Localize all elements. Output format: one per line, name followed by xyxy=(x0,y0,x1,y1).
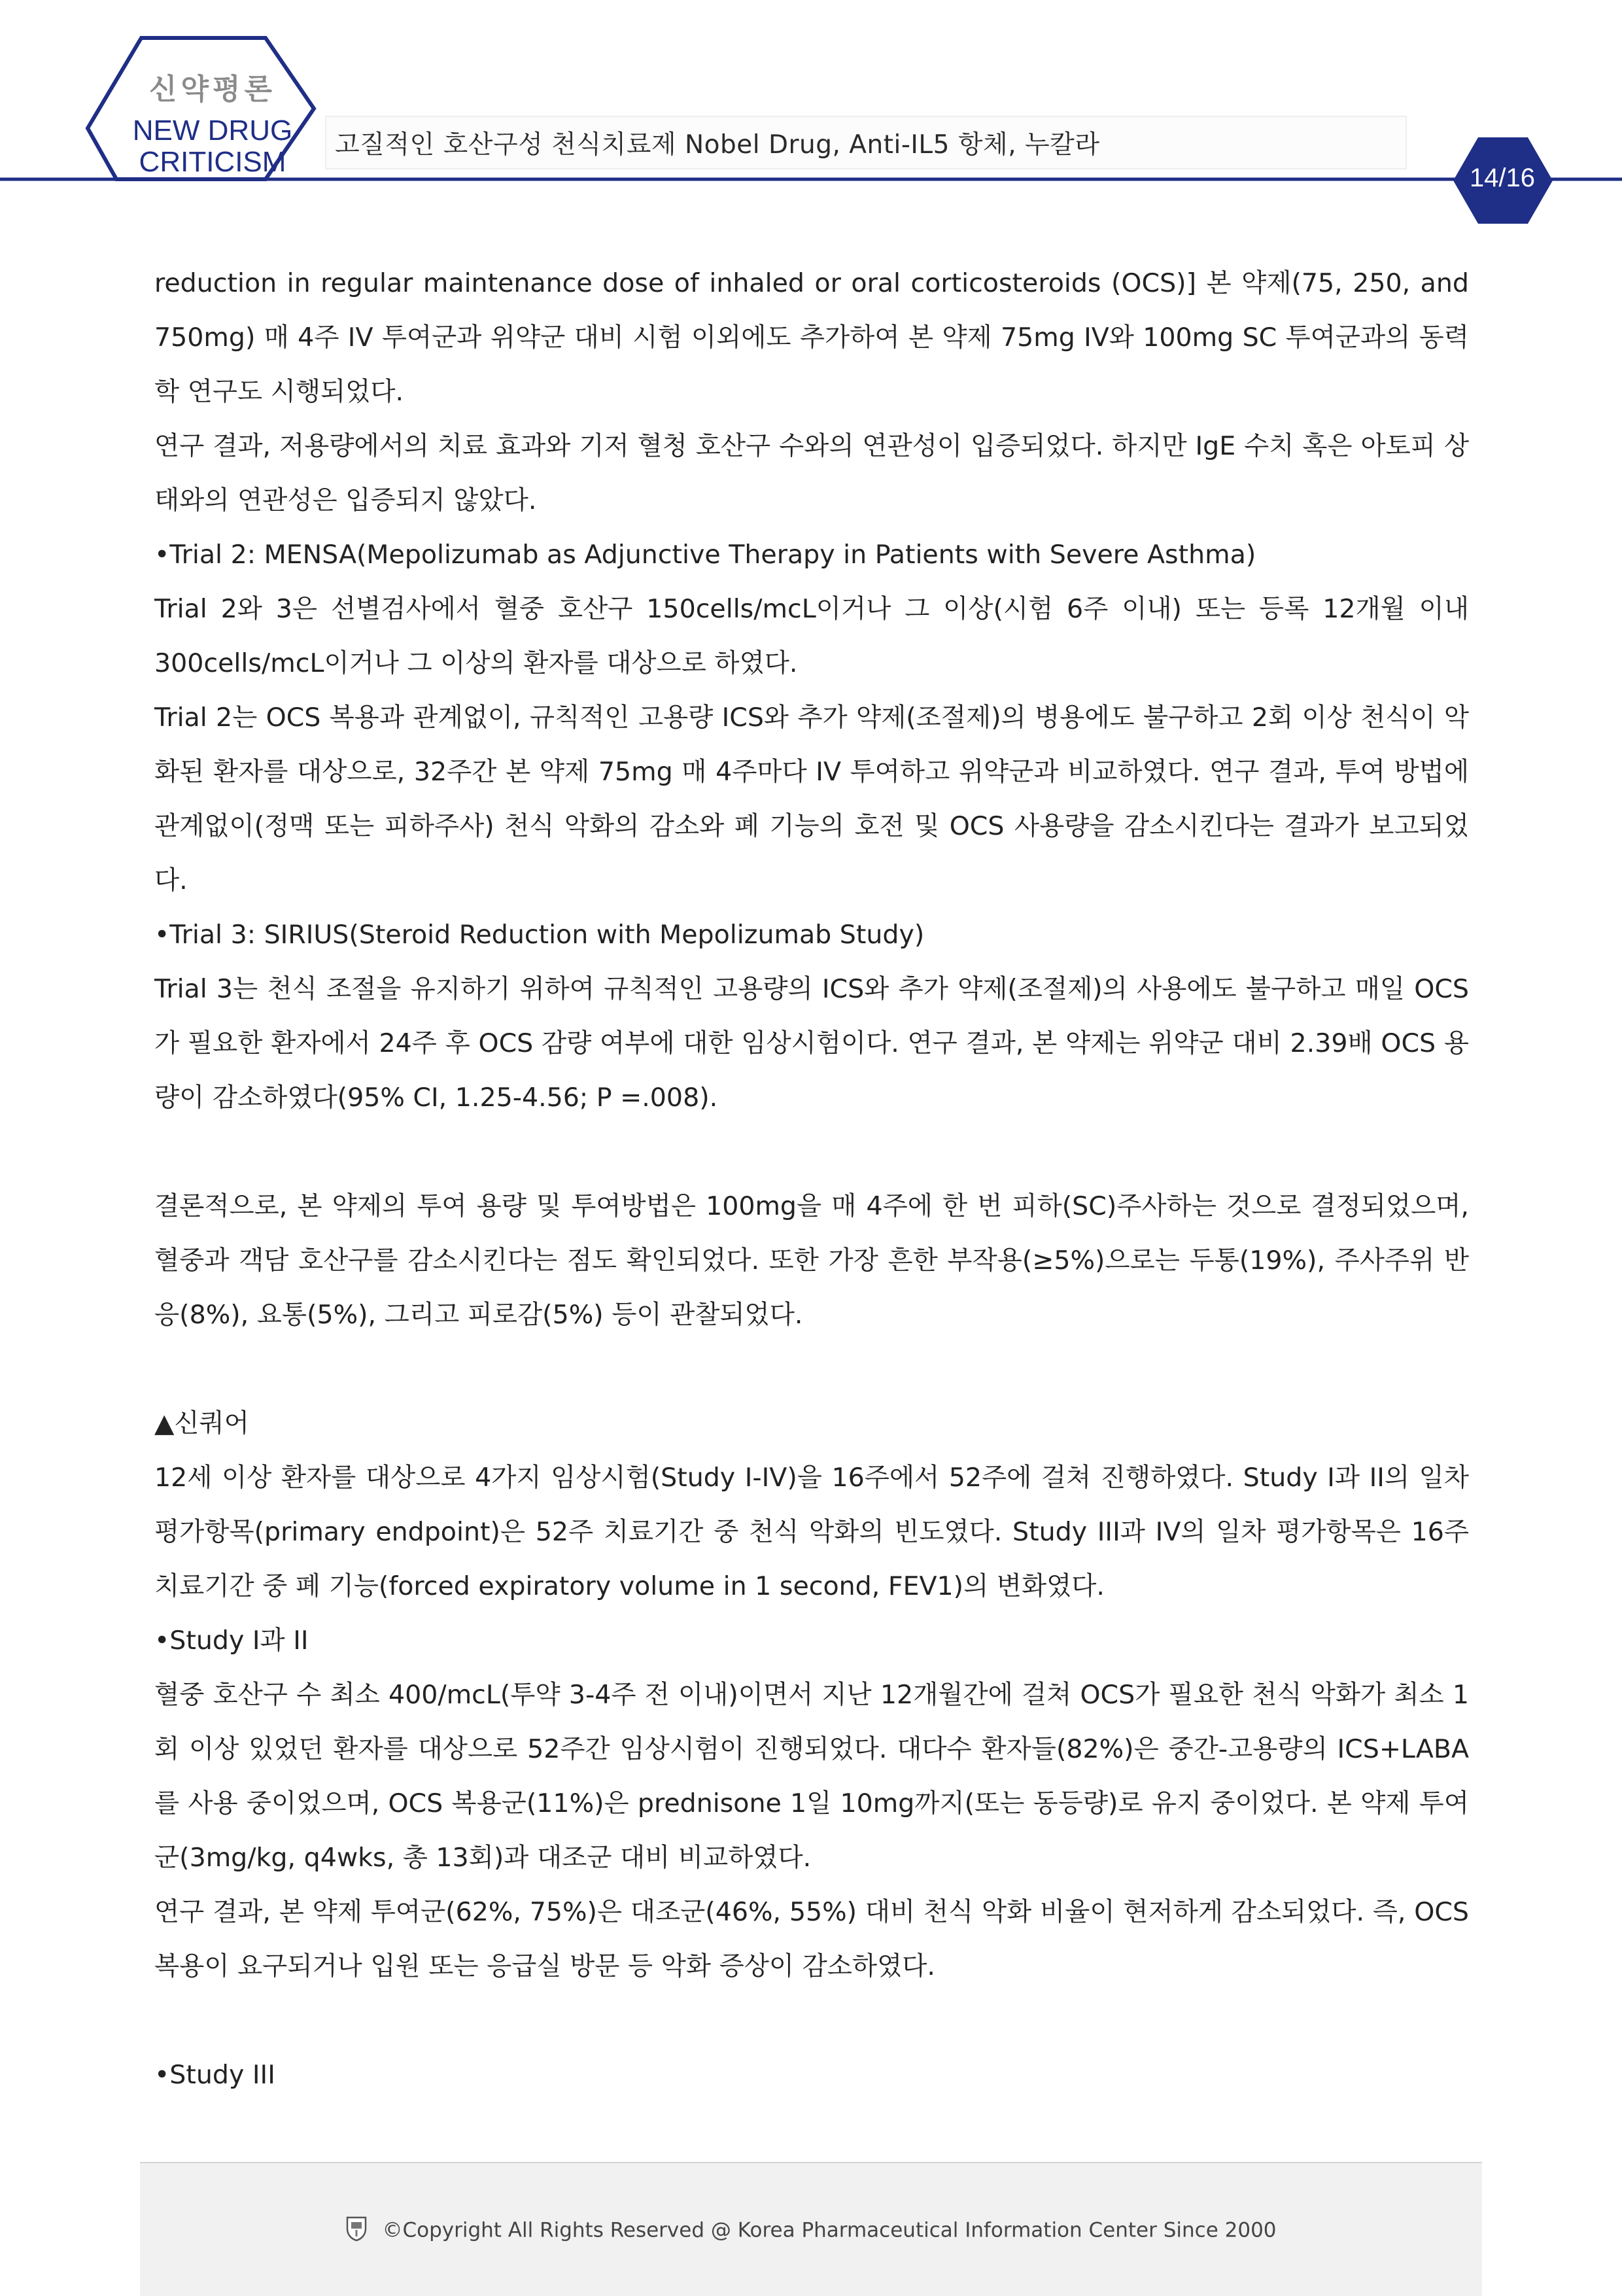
shield-crest-icon xyxy=(345,2216,368,2247)
section-heading: ▲신쿼어 xyxy=(154,1408,249,1438)
paragraph: reduction in regular maintenance dose of inhaled or oral corticosteroids (OCS)] 본 약제(75, 250, and 750mg) 매 4주 IV 투여군과 위약군 대비 시험 이외에도 추가하여 본 약제 75mg IV와 100mg SC 투여군과의 동력학 연구도 시행되었다. xyxy=(154,268,1469,407)
paragraph: 혈중 호산구 수 최소 400/mcL(투약 3-4주 전 이내)이면서 지난 12개월간에 걸쳐 OCS가 필요한 천식 악화가 최소 1회 이상 있었던 환자를 대상으로 52주간 임상시험이 진행되었다. 대다수 환자들(82%)은 중간-고용량의 ICS+LABA를 사용 중이었으며, OCS 복용군(11%)은 prednisone 1일 10mg까지(또는 동등량)로 유지 중이었다. 본 약제 투여군(3mg/kg, q4wks, 총 13회)과 대조군 대비 비교하였다. xyxy=(154,1680,1469,1873)
trial-heading: •Trial 3: SIRIUS(Steroid Reduction with Mepolizumab Study) xyxy=(154,920,925,950)
spacer xyxy=(154,1125,1469,1179)
paragraph: Trial 2와 3은 선별검사에서 혈중 호산구 150cells/mcL이거나 그 이상(시험 6주 이내) 또는 등록 12개월 이내 300cells/mcL이거나 그 이상의 환자를 대상으로 하였다. xyxy=(154,594,1469,678)
header-title: 고질적인 호산구성 천식치료제 Nobel Drug, Anti-IL5 항체, 누칼라 xyxy=(335,130,1100,160)
page-header xyxy=(0,0,1622,235)
spacer xyxy=(154,1994,1469,2048)
logo-korean: 신약평론 xyxy=(148,73,276,106)
footer-copyright-line xyxy=(140,2216,1482,2247)
logo-english xyxy=(124,115,301,178)
logo-english-line1: NEW DRUG xyxy=(132,114,293,147)
page-footer xyxy=(140,2162,1482,2296)
spacer xyxy=(154,1342,1469,1397)
copyright-text: ©Copyright All Rights Reserved @ Korea Pharmaceutical Information Center Since 2000 xyxy=(382,2218,1277,2242)
logo-english-line2: CRITICISM xyxy=(139,146,286,178)
paragraph: 연구 결과, 본 약제 투여군(62%, 75%)은 대조군(46%, 55%) 대비 천식 악화 비율이 현저하게 감소되었다. 즉, OCS 복용이 요구되거나 입원 또는 응급실 방문 등 악화 증상이 감소하였다. xyxy=(154,1897,1469,1981)
paragraph: 연구 결과, 저용량에서의 치료 효과와 기저 혈청 호산구 수와의 연관성이 입증되었다. 하지만 IgE 수치 혹은 아토피 상태와의 연관성은 입증되지 않았다. xyxy=(154,431,1469,515)
document-body xyxy=(154,256,1469,2102)
paragraph: Trial 3는 천식 조절을 유지하기 위하여 규칙적인 고용량의 ICS와 추가 약제(조절제)의 사용에도 불구하고 매일 OCS가 필요한 환자에서 24주 후 OCS 감량 여부에 대한 임상시험이다. 연구 결과, 본 약제는 위약군 대비 2.39배 OCS 용량이 감소하였다(95% CI, 1.25-4.56; P =.008). xyxy=(154,974,1469,1113)
page-number: 14/16 xyxy=(1469,164,1536,192)
paragraph: Trial 2는 OCS 복용과 관계없이, 규칙적인 고용량 ICS와 추가 약제(조절제)의 병용에도 불구하고 2회 이상 천식이 악화된 환자를 대상으로, 32주간 본 약제 75mg 매 4주마다 IV 투여하고 위약군과 비교하였다. 연구 결과, 투여 방법에 관계없이(정맥 또는 피하주사) 천식 악화의 감소와 폐 기능의 호전 및 OCS 사용량을 감소시킨다는 결과가 보고되었다. xyxy=(154,703,1469,896)
study-heading: •Study III xyxy=(154,2060,275,2090)
trial-heading: •Trial 2: MENSA(Mepolizumab as Adjunctive Therapy in Patients with Severe Asthma) xyxy=(154,540,1256,570)
paragraph: 결론적으로, 본 약제의 투여 용량 및 투여방법은 100mg을 매 4주에 한 번 피하(SC)주사하는 것으로 결정되었으며, 혈중과 객담 호산구를 감소시킨다는 점도 확인되었다. 또한 가장 흔한 부작용(≥5%)으로는 두통(19%), 주사주위 반응(8%), 요통(5%), 그리고 피로감(5%) 등이 관찰되었다. xyxy=(154,1191,1469,1330)
paragraph: 12세 이상 환자를 대상으로 4가지 임상시험(Study I-IV)을 16주에서 52주에 걸쳐 진행하였다. Study I과 II의 일차 평가항목(primary endpoint)은 52주 치료기간 중 천식 악화의 빈도였다. Study III과 IV의 일차 평가항목은 16주 치료기간 중 폐 기능(forced expiratory volume in 1 second, FEV1)의 변화였다. xyxy=(154,1463,1469,1601)
study-heading: •Study I과 II xyxy=(154,1626,309,1656)
